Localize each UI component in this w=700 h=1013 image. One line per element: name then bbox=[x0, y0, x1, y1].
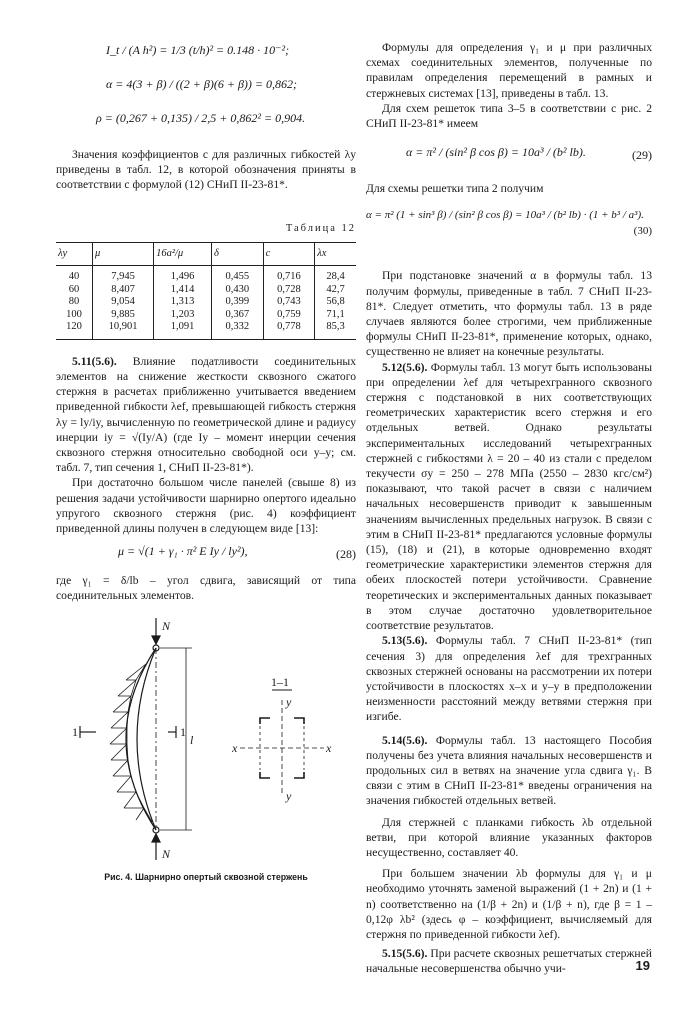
paragraph-where-28: где γ₁ = δ/lb – угол сдвига, зависящий от типа соединительных элементов. bbox=[56, 574, 356, 603]
formula-29-text: α = π² / (sin² β cos β) = 10a³ / (b² lb). bbox=[406, 145, 586, 160]
section-heading-5-15: 5.15(5.6). bbox=[382, 947, 428, 961]
label-y-bottom: y bbox=[286, 788, 292, 803]
paragraph-values: Значения коэффициентов c для различных гибкостей λy приведены в табл. 12, в которой обозначения приняты в соответствии с формулой (12) СНиП II-23-81*. bbox=[56, 148, 356, 192]
paragraph-substitution: При подстановке значений α в формулы табл. 13 получим формулы, приведенные в табл. 7 СНиП II-23-81*. Следует отметить, что формулы табл. 13 в ряде случаев являются более строгими, чем приближенные формулы СНиП II-23-81*, применение которых, однако, существенно не влияет на конечные результаты. bbox=[366, 269, 652, 359]
table-cell: 1,091 bbox=[154, 321, 212, 339]
equation-number-28: (28) bbox=[336, 547, 356, 562]
right-column bbox=[366, 40, 652, 977]
table-cell: 120 bbox=[56, 321, 93, 339]
table-cell: 10,901 bbox=[93, 321, 154, 339]
table-cell: 28,4 bbox=[315, 266, 356, 284]
table-cell: 0,455 bbox=[211, 266, 263, 284]
table-cell: 1,496 bbox=[154, 266, 212, 284]
table-cell: 0,399 bbox=[211, 296, 263, 309]
formula-alpha-text: α = 4(3 + β) / ((2 + β)(6 + β)) = 0,862; bbox=[106, 77, 298, 91]
paragraph-5-13-text: Формулы табл. 7 СНиП II-23-81* (тип сечения 3) для определения λef для трехгранных сквозных стержней основаны на рассмотрении их потери устойчивости в плоскостях x–x и y–y в предположении неизменности расстояний между ветвями стержня при изгибе. bbox=[366, 634, 652, 724]
table-cell: 0,332 bbox=[211, 321, 263, 339]
table-row bbox=[56, 284, 356, 297]
formula-alpha bbox=[56, 77, 356, 99]
table-cell: 85,3 bbox=[315, 321, 356, 339]
section-heading-5-12: 5.12(5.6). bbox=[382, 360, 428, 374]
table-cell: 0,430 bbox=[211, 284, 263, 297]
table-12 bbox=[56, 242, 356, 340]
table-cell: 0,743 bbox=[263, 296, 315, 309]
table-cell: 42,7 bbox=[315, 284, 356, 297]
table-row bbox=[56, 266, 356, 284]
formula-28 bbox=[56, 544, 356, 570]
figure-4-caption: Рис. 4. Шарнирно опертый сквозной стержень bbox=[104, 871, 308, 882]
table-header-cell: μ bbox=[93, 242, 154, 266]
label-y-top: y bbox=[286, 694, 292, 709]
table-header-cell: λy bbox=[56, 242, 93, 266]
table-cell: 0,728 bbox=[263, 284, 315, 297]
label-n-top: N bbox=[162, 618, 171, 633]
table-cell: 0,778 bbox=[263, 321, 315, 339]
page-number: 19 bbox=[635, 958, 650, 973]
paragraph-5-14 bbox=[366, 733, 652, 809]
equation-number-29: (29) bbox=[632, 148, 652, 163]
paragraph-formulas: Формулы для определения γ₁ и μ при различных схемах соединительных элементов, полученные по правилам определения перемещений в рамных и стержневых системах [13], приведены в табл. 13. bbox=[366, 41, 652, 100]
paragraph-5-11-text: Влияние податливости соединительных элементов на снижение жесткости сквозного сжатого стержня в расчетах приближенно учитывается введением приведенной гибкости λef, превышающей гибкость стержня λy = ly/iy, вычисленную по геометрической длине и радиусу инерции iy = √(Iy/A) (где Iy – момент инерции сечения сквозного стержня относительно свободной оси y–y; см. табл. 7, тип сечения 1, СНиП II-23-81*). bbox=[56, 354, 356, 475]
section-heading-5-14: 5.14(5.6). bbox=[382, 733, 428, 747]
paragraph-planks: Для стержней с планками гибкость λb отдельной ветви, при которой влияние указанных факторов несущественно, составляет 40. bbox=[366, 815, 652, 859]
table-cell: 1,313 bbox=[154, 296, 212, 309]
label-x-right: x bbox=[326, 740, 332, 755]
table-cell: 100 bbox=[66, 308, 82, 320]
paragraph-types-3-5: Для схем решеток типа 3–5 в соответствии с рис. 2 СНиП II-23-81* имеем bbox=[366, 101, 652, 131]
table-cell: 0,716 bbox=[263, 266, 315, 284]
table-header-cell: 16a²/μ bbox=[154, 242, 212, 266]
formula-it-text: I_t / (A h²) = 1/3 (t/h)² = 0.148 · 10⁻²; bbox=[106, 43, 290, 57]
table-header-row bbox=[56, 242, 356, 266]
formula-29 bbox=[366, 145, 652, 171]
label-n-bottom: N bbox=[162, 846, 171, 861]
equation-number-30: (30) bbox=[633, 225, 652, 238]
section-heading-5-13: 5.13(5.6). bbox=[382, 634, 428, 648]
table-cell: 56,8 bbox=[315, 296, 356, 309]
table-cell: 60 bbox=[68, 283, 80, 295]
table-row bbox=[56, 321, 356, 339]
paragraph-5-13 bbox=[366, 633, 652, 724]
table-12-caption: Таблица 12 bbox=[285, 222, 356, 234]
bottom-arrowhead bbox=[152, 834, 160, 842]
paragraph-5-15-text: При расчете сквозных решетчатых стержней начальные несовершенства обычно учи- bbox=[366, 947, 652, 976]
formula-28-text: μ = √(1 + γ₁ · π² E Iy / ly²), bbox=[118, 544, 248, 559]
table-cell: 0,367 bbox=[211, 309, 263, 322]
table-cell: 0,759 bbox=[263, 309, 315, 322]
formula-30-text: α = π² (1 + sin³ β) / (sin² β cos β) = 10a³ / (b² lb) · (1 + b³ / a³). bbox=[366, 209, 644, 222]
paragraph-5-14-text: Формулы табл. 13 настоящего Пособия получены без учета влияния начальных несовершенств и продольных сил в ветвях на значение угла сдвига γ₁. В связи с этим в СНиП II-23-81* введены ограничения на значения гибкостей отдельных ветвей. bbox=[366, 733, 652, 808]
figure-4-drawing bbox=[56, 614, 356, 864]
table-cell: 9,885 bbox=[93, 309, 154, 322]
paragraph-large-values: При большем значении λb формулы для γ₁ и μ необходимо уточнять заменой выражений (1 + 2n) и (1 + n) соответственно на (1/β + 2n) и (1/β + n), где β = 1 – 0,12φ λb² (здесь φ – коэффициент, вычисляемый для стержня по приведенной гибкости λef). bbox=[366, 867, 652, 941]
paragraph-5-15 bbox=[366, 946, 652, 976]
table-row bbox=[56, 309, 356, 322]
figure-4 bbox=[56, 614, 356, 864]
table-header-cell: c bbox=[263, 242, 315, 266]
lattice-diagonals bbox=[110, 664, 146, 820]
paragraph-5-12 bbox=[366, 360, 652, 634]
table-header-cell: λx bbox=[315, 242, 356, 266]
label-section-right: 1 bbox=[180, 724, 186, 739]
table-cell: 71,1 bbox=[315, 309, 356, 322]
label-x-left: x bbox=[232, 740, 238, 755]
table-cell: 80 bbox=[68, 296, 80, 308]
paragraph-type-2: Для схемы решетки типа 2 получим bbox=[366, 182, 544, 196]
section-heading-5-11: 5.11(5.6). bbox=[72, 354, 117, 368]
label-section-title: 1–1 bbox=[271, 674, 289, 689]
paragraph-5-11 bbox=[56, 354, 356, 476]
table-header-cell: δ bbox=[211, 242, 263, 266]
formula-it bbox=[56, 43, 356, 65]
table-cell: 7,945 bbox=[93, 266, 154, 284]
table-cell: 1,203 bbox=[154, 309, 212, 322]
paragraph-5-12-text: Формулы табл. 13 могут быть использованы при определении λef для четырехгранного сквозного стержня с подстановкой в них соответствующих геометрических характеристик всего стержня и его отдельных ветвей. Однако результаты экспериментальных исследований четырехгранных стержней с гибкостями λ = 20 – 40 из стали с пределом текучести σy = 250 – 278 МПа (2550 – 2830 кгс/см²) показывают, что такой расчет в связи с наличием начальных несовершенств приводит к завышенным значениям вычисленных предельных нагрузок. В связи с этим в СНиП II-23-81* предлагаются условные формулы (15), (18) и (21), в которые одновременно входят геометрические характеристики элементов стержня для обеих плоскостей потери устойчивости. Сравнение теоретических и экспериментальных данных показывает в этом случае достаточно удовлетворительное соответствие результатов. bbox=[366, 360, 652, 633]
label-length: l bbox=[190, 732, 194, 747]
label-section-left: 1 bbox=[72, 724, 78, 739]
top-arrowhead bbox=[152, 636, 160, 644]
table-cell: 40 bbox=[68, 271, 80, 283]
table-row bbox=[56, 296, 356, 309]
table-cell: 8,407 bbox=[93, 284, 154, 297]
inner-chord bbox=[137, 648, 156, 830]
table-cell: 1,414 bbox=[154, 284, 212, 297]
formula-rho-text: ρ = (0,267 + 0,135) / 2,5 + 0,862² = 0,904. bbox=[96, 111, 306, 125]
formula-rho bbox=[56, 111, 356, 133]
left-column bbox=[56, 40, 356, 885]
lattice-verticals bbox=[127, 664, 152, 822]
paragraph-panels: При достаточно большом числе панелей (свыше 8) из решения задачи устойчивости шарнирно опертого идеально упругого сквозного стержня (рис. 4) коэффициент приведенной длины получен в следующем виде [13]: bbox=[56, 476, 356, 536]
table-cell: 9,054 bbox=[93, 296, 154, 309]
formula-30 bbox=[366, 208, 652, 242]
